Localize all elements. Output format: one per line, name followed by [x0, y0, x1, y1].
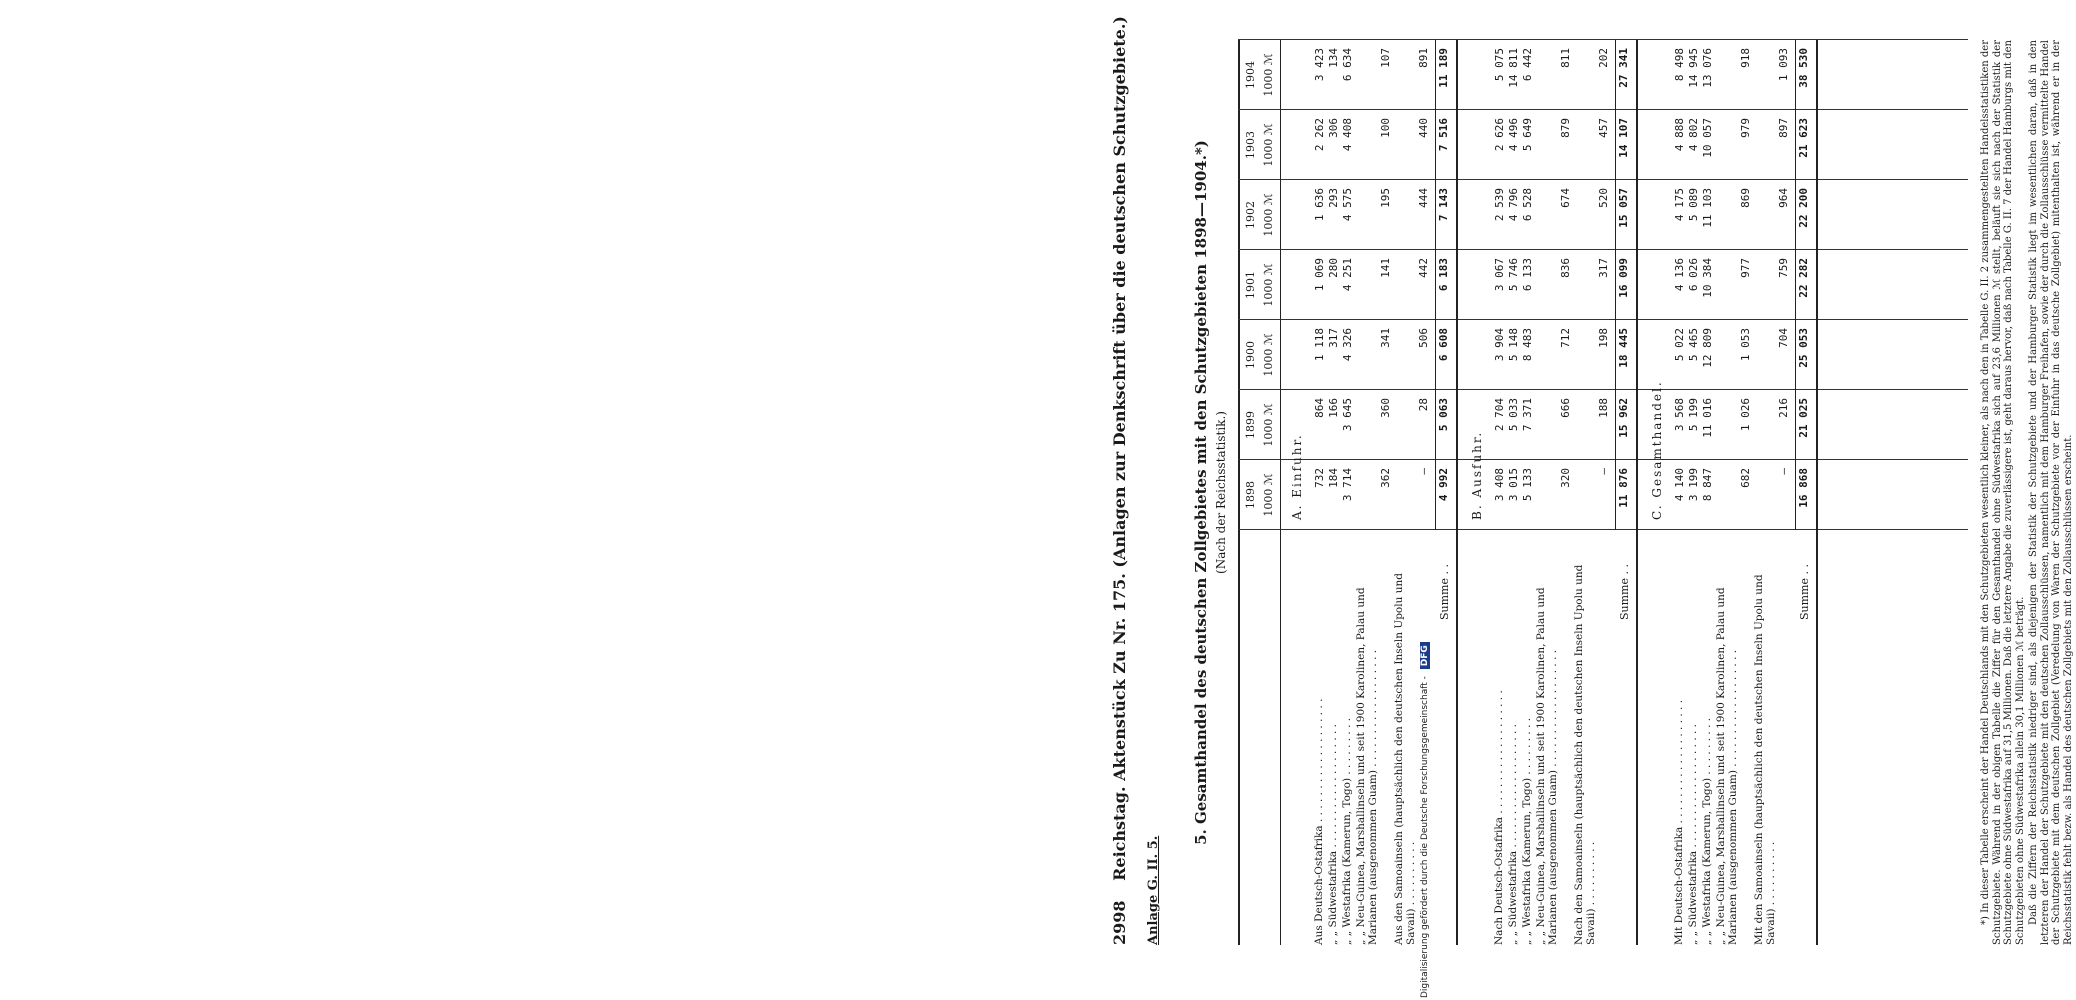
row-value: 5 022 — [1673, 328, 1686, 362]
row-value: 1 093 — [1777, 48, 1790, 82]
row-value: 6 528 — [1521, 188, 1534, 222]
sum-value: 21 025 — [1797, 398, 1810, 438]
row-label: Aus Deutsch-Ostafrika . . . . . . . . . . . . . . . . . . . — [1313, 698, 1325, 945]
row-value: 14 945 — [1687, 48, 1700, 88]
row-value: 8 847 — [1701, 468, 1714, 502]
row-value: 8 483 — [1521, 328, 1534, 362]
year-header: 1900 — [1244, 341, 1257, 369]
row-value: 666 — [1559, 398, 1572, 418]
row-value: 869 — [1739, 188, 1752, 208]
row-value: 317 — [1597, 258, 1610, 278]
sum-value: 7 516 — [1437, 118, 1450, 152]
row-value: 1 053 — [1739, 328, 1752, 362]
row-value: 5 649 — [1521, 118, 1534, 152]
row-value: 732 — [1313, 468, 1326, 488]
row-value: 107 — [1379, 48, 1392, 68]
unit-header: 1000 ℳ — [1262, 263, 1275, 307]
sum-value: 11 876 — [1617, 468, 1630, 508]
section-title: C. Gesamthandel. — [1650, 380, 1664, 520]
row-label: „ „ Westafrika (Kamerun, Togo) . . . . . . . . . — [1701, 717, 1713, 945]
trade-table — [1238, 40, 1970, 945]
sum-value: 14 107 — [1617, 118, 1630, 158]
row-value: 682 — [1739, 468, 1752, 488]
row-label: „ „ Neu-Guinea, Marshallinseln und seit 1900 Karolinen, Palau und Marianen (ausgenommen Guam) . . . . . . . . . . . . . . . . . . — [1715, 587, 1739, 945]
footnote-paragraph-1: *) In dieser Tabelle erscheint der Handel Deutschlands mit den Schutzgebieten wesentlich kleiner, als nach den in Tabelle G. II. 2 zusammengestellten Handelsstatistiken der Schutzgebiete. Während in der obigen Tabelle die Ziffer für den Gesamthandel ohne Südwestafrika sich auf 23,6 Millionen ℳ stellt, beläuft sie sich nach der Statistik der Schutzgebiete ohne Südwestafrika auf 31,5 Millionen. Daß die letztere Angabe die zuverlässigere ist, geht daraus hervor, daß nach Tabelle G. II. 7 der Handel Hamburgs mit den Schutzgebieten ohne Südwestafrika allein 30,1 Millionen ℳ beträgt. — [1980, 40, 2026, 945]
row-value: 14 811 — [1507, 48, 1520, 88]
row-value: 879 — [1559, 118, 1572, 138]
row-value: — — [1417, 468, 1430, 475]
row-value: 4 888 — [1673, 118, 1686, 152]
row-value: 5 133 — [1521, 468, 1534, 502]
row-value: 979 — [1739, 118, 1752, 138]
sum-value: 15 962 — [1617, 398, 1630, 438]
sum-value: 7 143 — [1437, 188, 1450, 222]
row-value: 184 — [1327, 468, 1340, 488]
sum-value: 4 992 — [1437, 468, 1450, 502]
row-value: 4 140 — [1673, 468, 1686, 502]
row-value: 5 033 — [1507, 398, 1520, 432]
column-rule — [1238, 39, 1968, 40]
unit-header: 1000 ℳ — [1262, 473, 1275, 517]
row-label: Mit den Samoainseln (hauptsächlich den deutschen Inseln Upolu und Savaii) . . . . . . . . . . — [1753, 574, 1777, 945]
year-header: 1901 — [1244, 271, 1257, 299]
row-value: 141 — [1379, 258, 1392, 278]
row-value: 5 746 — [1507, 258, 1520, 292]
row-value: 3 714 — [1341, 468, 1354, 502]
row-value: 3 904 — [1493, 328, 1506, 362]
row-value: 188 — [1597, 398, 1610, 418]
sum-value: 16 099 — [1617, 258, 1630, 298]
row-value: 293 — [1327, 188, 1340, 208]
sum-label: Summe . . — [1438, 564, 1451, 620]
sum-value: 21 623 — [1797, 118, 1810, 158]
row-value: 195 — [1379, 188, 1392, 208]
row-value: 2 626 — [1493, 118, 1506, 152]
row-value: 918 — [1739, 48, 1752, 68]
row-value: 202 — [1597, 48, 1610, 68]
row-value: — — [1777, 468, 1790, 475]
row-value: 704 — [1777, 328, 1790, 348]
year-header: 1898 — [1244, 481, 1257, 509]
row-value: 12 809 — [1701, 328, 1714, 368]
row-value: 3 199 — [1687, 468, 1700, 502]
credit-text: Digitalisierung gefördert durch die Deutsche Forschungsgemeinschaft - — [1420, 676, 1430, 998]
row-label: „ „ Westafrika (Kamerun, Togo) . . . . . . . . . — [1521, 717, 1533, 945]
row-value: 836 — [1559, 258, 1572, 278]
row-value: 8 498 — [1673, 48, 1686, 82]
header-rule — [1280, 40, 1281, 945]
row-value: 3 015 — [1507, 468, 1520, 502]
row-value: 6 634 — [1341, 48, 1354, 82]
row-value: 362 — [1379, 468, 1392, 488]
sum-value: 6 183 — [1437, 258, 1450, 292]
row-value: 198 — [1597, 328, 1610, 348]
row-value: 977 — [1739, 258, 1752, 278]
row-value: 2 262 — [1313, 118, 1326, 152]
row-value: 320 — [1559, 468, 1572, 488]
footnote — [1980, 40, 2076, 945]
section-bottom-rule — [1816, 40, 1818, 945]
row-value: 444 — [1417, 188, 1430, 208]
row-value: 897 — [1777, 118, 1790, 138]
row-label: „ „ Südwestafrika . . . . . . . . . . . . . . . . . . . — [1507, 723, 1519, 945]
row-value: 11 103 — [1701, 188, 1714, 228]
row-value: 2 704 — [1493, 398, 1506, 432]
running-title: Reichstag. Aktenstück Zu Nr. 175. (Anlagen zur Denkschrift über die deutschen Schutzgebiete.) — [1110, 15, 1129, 881]
row-value: 4 175 — [1673, 188, 1686, 222]
row-value: 5 089 — [1687, 188, 1700, 222]
sum-value: 15 057 — [1617, 188, 1630, 228]
row-value: 5 148 — [1507, 328, 1520, 362]
sum-value: 22 200 — [1797, 188, 1810, 228]
row-value: 360 — [1379, 398, 1392, 418]
row-value: 317 — [1327, 328, 1340, 348]
page-header — [1110, 15, 1132, 945]
row-value: 4 802 — [1687, 118, 1700, 152]
unit-header: 1000 ℳ — [1262, 403, 1275, 447]
unit-header: 1000 ℳ — [1262, 333, 1275, 377]
sum-rule — [1615, 40, 1616, 530]
row-value: 4 251 — [1341, 258, 1354, 292]
table-top-rule — [1238, 40, 1240, 945]
row-value: 4 408 — [1341, 118, 1354, 152]
row-value: 674 — [1559, 188, 1572, 208]
row-value: 10 384 — [1701, 258, 1714, 298]
footnote-paragraph-2: Daß die Ziffern der Reichsstatistik niedriger sind, als diejenigen der Statistik der Schutzgebiete und der Hamburger Statistik liegt im wesentlichen daran, daß in den letzteren der Handel der Schutzgebiete mit den deutschen Zollausschlüssen, namentlich mit dem Hamburger Freihafen, sowie der durch die Zollausschlüsse vermittelte Handel der Schutzgebiete mit dem deutschen Zollgebiet (Veredelung von Waren der Schutzgebiete vor der Einfuhr in das deutsche Zollgebiet) mitenthalten ist, während er in der Reichsstatistik fehlt bezw. als Handel des deutschen Zollgebiets mit den Zollausschlüssen erscheint. — [2028, 40, 2074, 945]
row-value: 1 118 — [1313, 328, 1326, 362]
row-label: Aus den Samoainseln (hauptsächlich den deutschen Inseln Upolu und Savaii) . . . . . . . . . . — [1393, 573, 1417, 945]
section-title: A. Einfuhr. — [1290, 433, 1304, 520]
row-value: 891 — [1417, 48, 1430, 68]
row-value: 520 — [1597, 188, 1610, 208]
row-label: „ „ Südwestafrika . . . . . . . . . . . . . . . . . . . — [1687, 723, 1699, 945]
row-value: 5 199 — [1687, 398, 1700, 432]
year-header: 1903 — [1244, 131, 1257, 159]
page-number: 2998 — [1110, 900, 1129, 945]
row-label: Nach den Samoainseln (hauptsächlich den deutschen Inseln Upolu und Savaii) . . . . . . . . . . — [1573, 564, 1597, 945]
table-subtitle: (Nach der Reichsstatistik.) — [1214, 411, 1228, 574]
row-label: Mit Deutsch-Ostafrika . . . . . . . . . . . . . . . . . . . — [1673, 699, 1685, 945]
year-header: 1902 — [1244, 201, 1257, 229]
sum-value: 5 063 — [1437, 398, 1450, 432]
row-value: 3 408 — [1493, 468, 1506, 502]
unit-header: 1000 ℳ — [1262, 53, 1275, 97]
dfg-logo: DFG — [1420, 642, 1430, 669]
row-label: „ „ Neu-Guinea, Marshallinseln und seit 1900 Karolinen, Palau und Marianen (ausgenommen Guam) . . . . . . . . . . . . . . . . . . — [1535, 587, 1559, 945]
row-value: 3 645 — [1341, 398, 1354, 432]
row-value: 811 — [1559, 48, 1572, 68]
row-value: 134 — [1327, 48, 1340, 68]
sum-value: 22 282 — [1797, 258, 1810, 298]
row-value: 4 796 — [1507, 188, 1520, 222]
sum-value: 18 445 — [1617, 328, 1630, 368]
row-value: 216 — [1777, 398, 1790, 418]
row-value: 1 636 — [1313, 188, 1326, 222]
row-value: 100 — [1379, 118, 1392, 138]
row-value: 442 — [1417, 258, 1430, 278]
row-value: 864 — [1313, 398, 1326, 418]
row-value: 11 016 — [1701, 398, 1714, 438]
section-bottom-rule — [1636, 40, 1638, 945]
row-value: 3 423 — [1313, 48, 1326, 82]
row-label: Nach Deutsch-Ostafrika . . . . . . . . . . . . . . . . . . . — [1493, 690, 1505, 945]
row-label: „ „ Südwestafrika . . . . . . . . . . . . . . . . . . . — [1327, 723, 1339, 945]
row-value: 28 — [1417, 398, 1430, 412]
sum-rule — [1795, 40, 1796, 530]
sum-label: Summe . . — [1798, 564, 1811, 620]
row-value: 3 067 — [1493, 258, 1506, 292]
appendix-label: Anlage G. II. 5. — [1146, 835, 1161, 945]
row-value: 4 575 — [1341, 188, 1354, 222]
row-value: 10 057 — [1701, 118, 1714, 158]
digitization-credit — [1417, 8, 1430, 998]
row-value: 166 — [1327, 398, 1340, 418]
sum-value: 6 608 — [1437, 328, 1450, 362]
row-value: 3 568 — [1673, 398, 1686, 432]
sum-value: 11 189 — [1437, 48, 1450, 88]
sum-value: 38 530 — [1797, 48, 1810, 88]
row-label: „ „ Westafrika (Kamerun, Togo) . . . . . . . . . — [1341, 717, 1353, 945]
section-bottom-rule — [1456, 40, 1458, 945]
row-value: 7 371 — [1521, 398, 1534, 432]
row-value: 1 026 — [1739, 398, 1752, 432]
row-label: „ „ Neu-Guinea, Marshallinseln und seit 1900 Karolinen, Palau und Marianen (ausgenommen Guam) . . . . . . . . . . . . . . . . . . — [1355, 587, 1379, 945]
row-value: 280 — [1327, 258, 1340, 278]
row-value: 4 496 — [1507, 118, 1520, 152]
row-value: 5 075 — [1493, 48, 1506, 82]
row-value: 6 133 — [1521, 258, 1534, 292]
year-header: 1904 — [1244, 61, 1257, 89]
row-value: 306 — [1327, 118, 1340, 138]
row-value: 1 069 — [1313, 258, 1326, 292]
row-value: 13 076 — [1701, 48, 1714, 88]
row-value: 506 — [1417, 328, 1430, 348]
row-value: 4 326 — [1341, 328, 1354, 362]
row-value: 964 — [1777, 188, 1790, 208]
row-value: 457 — [1597, 118, 1610, 138]
sum-value: 25 053 — [1797, 328, 1810, 368]
year-header: 1899 — [1244, 411, 1257, 439]
row-value: 5 465 — [1687, 328, 1700, 362]
row-value: 4 136 — [1673, 258, 1686, 292]
unit-header: 1000 ℳ — [1262, 193, 1275, 237]
table-title: 5. Gesamthandel des deutschen Zollgebietes mit den Schutzgebieten 1898—1904.*) — [1192, 140, 1210, 845]
unit-header: 1000 ℳ — [1262, 123, 1275, 167]
sum-value: 16 868 — [1797, 468, 1810, 508]
row-value: 712 — [1559, 328, 1572, 348]
row-value: 759 — [1777, 258, 1790, 278]
row-value: 6 026 — [1687, 258, 1700, 292]
section-title: B. Ausfuhr. — [1470, 430, 1484, 520]
row-value: 440 — [1417, 118, 1430, 138]
row-value: 341 — [1379, 328, 1392, 348]
row-value: 6 442 — [1521, 48, 1534, 82]
sum-rule — [1435, 40, 1436, 530]
sum-label: Summe . . — [1618, 564, 1631, 620]
sum-value: 27 341 — [1617, 48, 1630, 88]
row-value: 2 539 — [1493, 188, 1506, 222]
row-value: — — [1597, 468, 1610, 475]
